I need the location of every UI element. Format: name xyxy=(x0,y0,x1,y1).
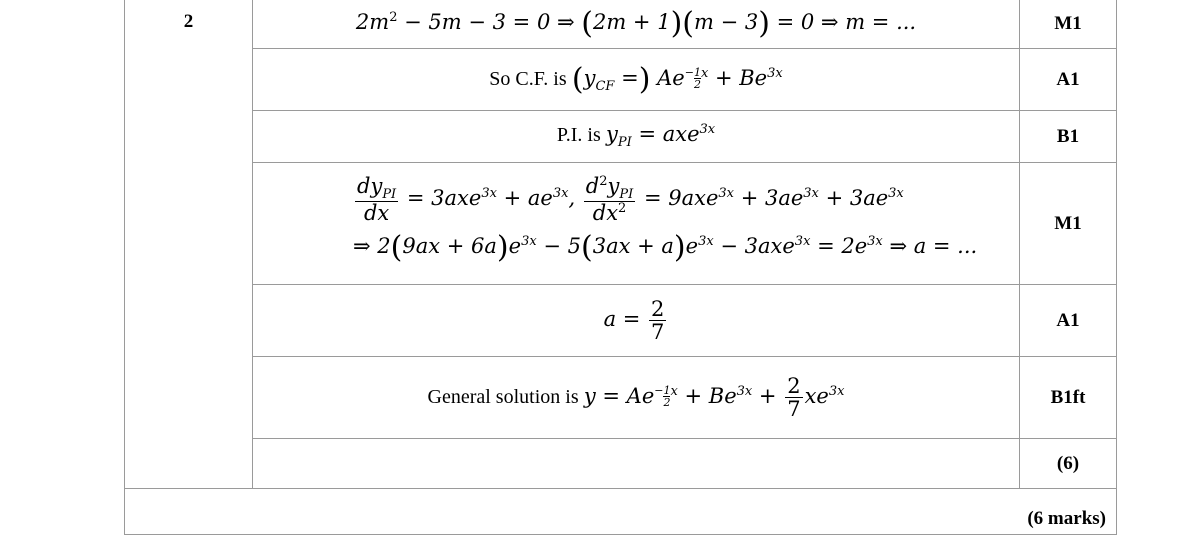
table-row xyxy=(125,489,1117,535)
mark-cell: B1 xyxy=(1020,111,1117,163)
working-complementary-function: So C.F. is ($y_{CF}$ =) Ae − $\frac{1}{2}$ $^x + Be^{3x}$ xyxy=(253,49,1020,111)
total-marks: (6 marks) xyxy=(125,489,1117,535)
text-prefix: General solution is xyxy=(427,386,579,408)
mark-scheme-table xyxy=(124,0,1117,535)
table-row xyxy=(125,163,1117,285)
text-prefix: P.I. is xyxy=(556,124,601,147)
table-row xyxy=(125,49,1117,111)
mark-cell: M1 xyxy=(1020,0,1117,49)
working-derivatives: $\frac{dy_{PI}}{dx}$ = $3axe^{3x} + ae^{3x}$, $\frac{d^2y_{PI}}{dx^2}$ = $9axe^{3x} + 3ae^{3x} + 3ae^{3x}$ ⇒ $2(9ax + 6a)e^{3x} - 5(3ax + a)e^{3x} - 3axe^{3x} = 2e^{3x}$ ⇒ a = ... xyxy=(253,163,1020,285)
mark-cell: A1 xyxy=(1020,285,1117,357)
table-row xyxy=(125,357,1117,439)
working-value-of-a: a = $\frac{2}{7}$ xyxy=(253,285,1020,357)
mark-cell: A1 xyxy=(1020,49,1117,111)
table-row xyxy=(125,0,1117,49)
table-row xyxy=(125,285,1117,357)
mark-cell: M1 xyxy=(1020,163,1117,285)
working-empty xyxy=(253,439,1020,489)
text-prefix: So C.F. is xyxy=(489,68,567,90)
question-number: 2 xyxy=(125,0,253,489)
mark-cell: B1ft xyxy=(1020,357,1117,439)
table-row xyxy=(125,439,1117,489)
subtotal-mark: (6) xyxy=(1020,439,1117,489)
working-particular-integral: P.I. is $y_{PI} = axe^{3x}$ xyxy=(253,111,1020,163)
working-general-solution: General solution is y = Ae − $\frac{1}{2}$ $^x + Be^{3x}$ + $\frac{2}{7}$ $xe^{3x}$ xyxy=(253,357,1020,439)
working-characteristic-equation: $2m^2 - 5m - 3 = 0$ ⇒ (2m + 1)(m − 3) = 0 ⇒ m = ... xyxy=(253,0,1020,49)
table-row xyxy=(125,111,1117,163)
